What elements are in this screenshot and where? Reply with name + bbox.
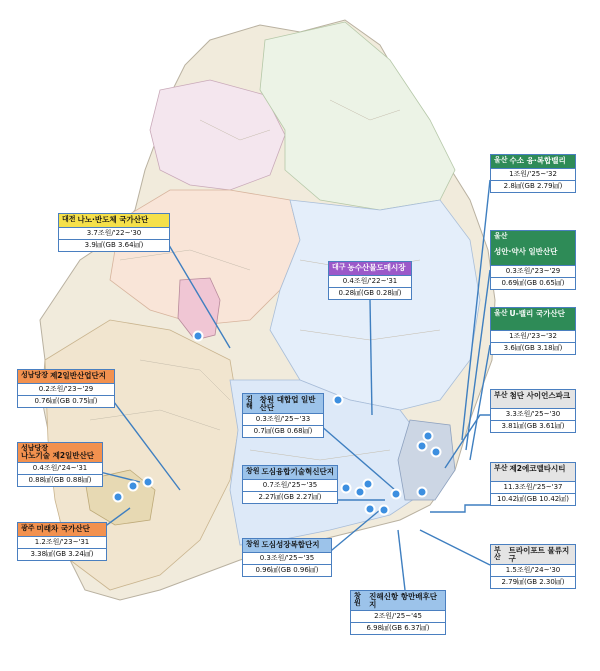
card-city: 창원 xyxy=(354,592,361,607)
card-city: 울산 xyxy=(494,156,508,164)
card-area: 3.6㎢(GB 3.18㎢) xyxy=(491,342,575,354)
card-header xyxy=(329,262,411,275)
card-daegu[interactable] xyxy=(328,261,412,300)
card-changwon1[interactable] xyxy=(242,465,338,504)
card-title: 성안·약사 일반산단 xyxy=(494,246,558,256)
card-title: 진해신항 항만배후단지 xyxy=(369,592,437,609)
marker-changwon1[interactable] xyxy=(342,484,351,493)
card-city: 대구 xyxy=(332,263,346,271)
marker-gwangju[interactable] xyxy=(114,493,123,502)
card-header xyxy=(491,545,575,564)
card-header xyxy=(18,370,114,383)
card-city: 창원 xyxy=(246,467,260,475)
card-area: 2.79㎢(GB 2.30㎢) xyxy=(491,576,575,588)
card-title: 제2일반산업단지 xyxy=(50,371,106,380)
card-city: 대전 xyxy=(62,215,76,223)
card-area: 0.88㎢(GB 0.88㎢) xyxy=(18,474,102,486)
card-area: 3.81㎢(GB 3.61㎢) xyxy=(491,420,575,432)
card-period: 3.3조원/'25~'30 xyxy=(491,408,575,420)
card-title: 농수산물도매시장 xyxy=(347,263,406,272)
card-area: 0.96㎢(GB 0.96㎢) xyxy=(243,564,331,576)
card-area: 2.8㎢(GB 2.79㎢) xyxy=(491,180,575,192)
card-area: 0.69㎢(GB 0.65㎢) xyxy=(491,277,575,289)
card-city: 울산 xyxy=(494,232,508,240)
card-period: 1조원/'23~'32 xyxy=(491,330,575,342)
card-period: 0.3조원/'25~'35 xyxy=(243,552,331,564)
marker-ulsan1[interactable] xyxy=(424,432,433,441)
region-gyeongbuk xyxy=(270,200,480,410)
card-period: 1.2조원/'23~'31 xyxy=(18,536,106,548)
card-title: 첨단 사이언스파크 xyxy=(509,391,571,400)
card-city: 부산 xyxy=(494,464,508,472)
marker-daejeon[interactable] xyxy=(194,332,203,341)
marker-changwon4[interactable] xyxy=(380,506,389,515)
card-daejeon[interactable] xyxy=(58,213,170,252)
card-seongnam2[interactable] xyxy=(17,442,103,487)
card-header xyxy=(491,231,575,265)
card-title: 나노·반도체 국가산단 xyxy=(77,215,149,224)
card-period: 0.4조원/'24~'31 xyxy=(18,462,102,474)
card-changwon3[interactable] xyxy=(350,590,446,635)
card-header xyxy=(491,463,575,481)
card-header xyxy=(491,155,575,168)
card-header xyxy=(18,443,102,462)
card-gwangju[interactable] xyxy=(17,522,107,561)
card-ulsan2[interactable] xyxy=(490,230,576,290)
card-period: 1조원/'25~'32 xyxy=(491,168,575,180)
marker-busan1[interactable] xyxy=(392,490,401,499)
card-city: 울산 xyxy=(494,309,508,317)
card-area: 2.27㎢(GB 2.27㎢) xyxy=(243,491,337,503)
card-period: 0.7조원/'25~'35 xyxy=(243,479,337,491)
card-area: 3.38㎢(GB 3.24㎢) xyxy=(18,548,106,560)
marker-seongnam1[interactable] xyxy=(144,478,153,487)
card-area: 3.9㎢(GB 3.64㎢) xyxy=(59,239,169,251)
card-period: 0.2조원/'23~'29 xyxy=(18,383,114,395)
card-seongnam1[interactable] xyxy=(17,369,115,408)
card-period: 0.4조원/'22~'31 xyxy=(329,275,411,287)
card-city: 김해 xyxy=(246,395,253,410)
card-header xyxy=(59,214,169,227)
card-area: 10.42㎢(GB 10.42㎢) xyxy=(491,493,575,505)
card-city: 부산 xyxy=(494,546,501,561)
marker-ulsan3[interactable] xyxy=(432,448,441,457)
card-period: 2조원/'25~'45 xyxy=(351,610,445,622)
card-area: 0.76㎢(GB 0.75㎢) xyxy=(18,395,114,407)
card-title: 제2에코델타시티 xyxy=(509,464,566,473)
card-header xyxy=(18,523,106,536)
card-period: 0.3조원/'23~'29 xyxy=(491,265,575,277)
card-period: 0.3조원/'25~'33 xyxy=(243,413,323,425)
card-busan1[interactable] xyxy=(490,389,576,433)
card-area: 0.7㎢(GB 0.68㎢) xyxy=(243,425,323,437)
card-period: 11.3조원/'25~'37 xyxy=(491,481,575,493)
card-period: 1.5조원/'24~'30 xyxy=(491,564,575,576)
card-city: 성남당장 xyxy=(21,371,49,379)
card-area: 6.98㎢(GB 6.37㎢) xyxy=(351,622,445,634)
card-busan3[interactable] xyxy=(490,544,576,589)
card-title: 창원 대합업 일반산단 xyxy=(259,395,316,412)
card-title: 수소 융·복합밸리 xyxy=(509,156,566,165)
card-title: 미래차 국가산단 xyxy=(36,524,90,533)
marker-busan2[interactable] xyxy=(418,488,427,497)
card-ulsan3[interactable] xyxy=(490,307,576,355)
card-header xyxy=(243,394,323,413)
marker-seongnam2[interactable] xyxy=(129,482,138,491)
card-ulsan1[interactable] xyxy=(490,154,576,193)
card-changwon2[interactable] xyxy=(242,538,332,577)
card-header xyxy=(491,308,575,330)
card-period: 3.7조원/'22~'30 xyxy=(59,227,169,239)
card-header xyxy=(243,466,337,479)
marker-gimhae[interactable] xyxy=(364,480,373,489)
marker-ulsan2[interactable] xyxy=(418,442,427,451)
card-city: 성남당장 xyxy=(21,444,49,452)
marker-changwon2[interactable] xyxy=(356,488,365,497)
marker-changwon3[interactable] xyxy=(366,505,375,514)
card-city: 광주 xyxy=(21,524,35,532)
card-header xyxy=(491,390,575,408)
card-city: 창원 xyxy=(246,540,260,548)
card-header xyxy=(243,539,331,552)
marker-daegu[interactable] xyxy=(334,396,343,405)
card-area: 0.28㎢(GB 0.28㎢) xyxy=(329,287,411,299)
card-title: 나노기술 제2일반산단 xyxy=(21,451,95,460)
card-city: 부산 xyxy=(494,391,508,399)
card-busan2[interactable] xyxy=(490,462,576,506)
card-title: 도심융합기술혁신단지 xyxy=(261,467,334,476)
card-header xyxy=(351,591,445,610)
card-title: U-밸리 국가산단 xyxy=(509,309,565,318)
card-gimhae[interactable] xyxy=(242,393,324,438)
card-title: 도심성장복합단지 xyxy=(261,540,320,549)
card-title: 트라이포트 물류지구 xyxy=(508,546,570,563)
